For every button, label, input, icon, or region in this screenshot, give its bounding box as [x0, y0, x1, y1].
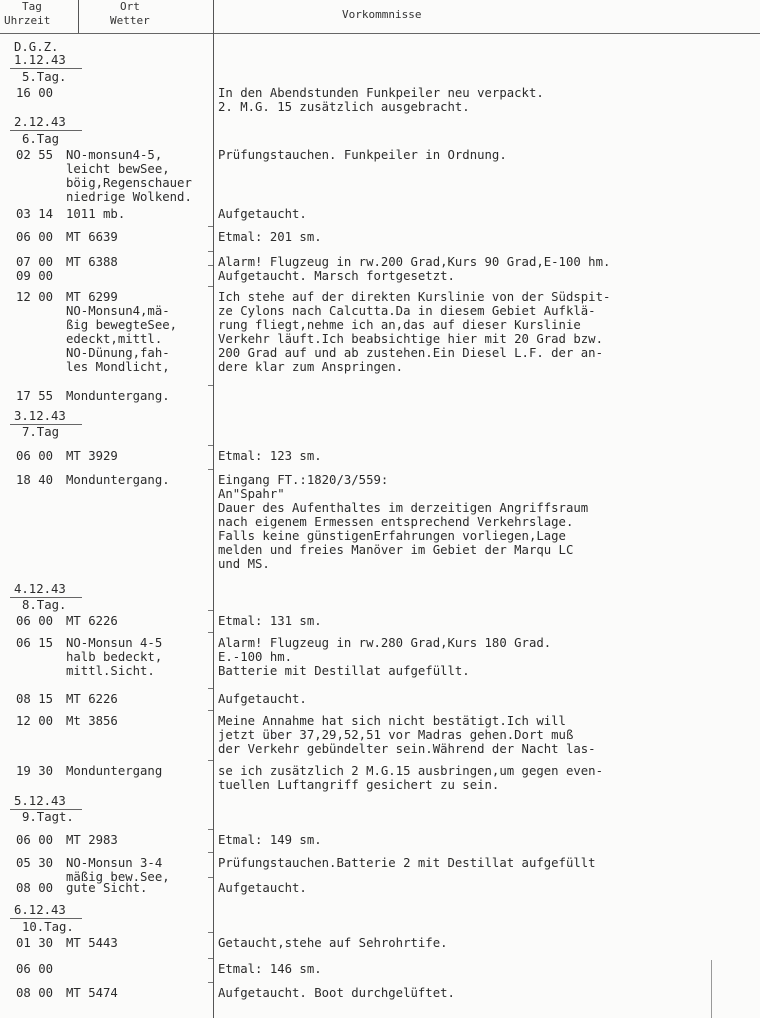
- entry-event-text: Ich stehe auf der direkten Kurslinie von der Südspit-: [218, 290, 611, 304]
- entry-separator-tick: [208, 688, 213, 689]
- entry-position-weather: halb bedeckt,: [66, 650, 163, 664]
- entry-event-text: Verkehr läuft.Ich beabsichtige hier mit 20 Grad bzw.: [218, 332, 603, 346]
- entry-event-text: Aufgetaucht.: [218, 692, 307, 706]
- entry-position-weather: les Mondlicht,: [66, 360, 170, 374]
- header-tag-label: Tag: [22, 0, 42, 13]
- entry-position-weather: Monduntergang.: [66, 389, 170, 403]
- entry-event-text: Etmal: 123 sm.: [218, 449, 322, 463]
- entry-time: 16 00: [16, 86, 54, 100]
- entry-event-text: dere klar zum Anspringen.: [218, 360, 404, 374]
- entry-date: 6.12.43: [14, 903, 66, 917]
- entry-event-text: Getaucht,stehe auf Sehrohrtife.: [218, 936, 448, 950]
- entry-position-weather: mäßig bew.See,: [66, 870, 170, 884]
- entry-separator-tick: [208, 265, 213, 266]
- zone-label: D.G.Z.: [14, 40, 59, 54]
- entry-date: 4.12.43: [14, 582, 66, 596]
- entry-event-text: Etmal: 146 sm.: [218, 962, 322, 976]
- entry-event-text: Aufgetaucht. Boot durchgelüftet.: [218, 986, 455, 1000]
- page-edge-rule: [711, 960, 712, 1018]
- entry-time: 09 00: [16, 269, 54, 283]
- header-wetter-label: Wetter: [110, 14, 150, 27]
- entry-separator-tick: [208, 958, 213, 959]
- entry-position-weather: leicht bewSee,: [66, 162, 170, 176]
- header-rule: [0, 33, 760, 34]
- entry-separator-tick: [208, 982, 213, 983]
- entry-time: 18 40: [16, 473, 54, 487]
- entry-time: 17 55: [16, 389, 54, 403]
- entry-day-count: 10.Tag.: [22, 920, 74, 934]
- entry-separator-tick: [208, 445, 213, 446]
- entry-position-weather: MT 6388: [66, 255, 118, 269]
- entry-event-text: nach eigenem Ermessen entsprechend Verkehrslage.: [218, 515, 574, 529]
- entry-time: 08 00: [16, 881, 54, 895]
- entry-date: 1.12.43: [14, 53, 66, 67]
- entry-event-text: Etmal: 149 sm.: [218, 833, 322, 847]
- entry-time: 03 14: [16, 207, 54, 221]
- entry-event-text: Prüfungstauchen.Batterie 2 mit Destillat aufgefüllt: [218, 856, 596, 870]
- entry-event-text: Dauer des Aufenthaltes im derzeitigen Angriffsraum: [218, 501, 589, 515]
- entry-date: 5.12.43: [14, 794, 66, 808]
- entry-event-text: 200 Grad auf und ab zustehen.Ein Diesel L.F. der an-: [218, 346, 603, 360]
- entry-position-weather: MT 5474: [66, 986, 118, 1000]
- entry-position-weather: NO-Monsun 3-4: [66, 856, 163, 870]
- entry-separator-tick: [208, 760, 213, 761]
- entry-separator-tick: [208, 385, 213, 386]
- entry-separator-tick: [208, 932, 213, 933]
- entry-separator-tick: [208, 226, 213, 227]
- entry-event-text: jetzt über 37,29,52,51 vor Madras gehen.Dort muß: [218, 728, 574, 742]
- entry-position-weather: Mt 3856: [66, 714, 118, 728]
- entry-time: 06 00: [16, 614, 54, 628]
- entry-event-text: Aufgetaucht.: [218, 881, 307, 895]
- entry-separator-tick: [208, 829, 213, 830]
- entry-separator-tick: [208, 632, 213, 633]
- entry-event-text: Falls keine günstigenErfahrungen vorliegen,Lage: [218, 529, 566, 543]
- entry-position-weather: MT 6299: [66, 290, 118, 304]
- entry-position-weather: MT 6639: [66, 230, 118, 244]
- entry-event-text: In den Abendstunden Funkpeiler neu verpackt.: [218, 86, 544, 100]
- entry-event-text: der Verkehr gebündelter sein.Während der Nacht las-: [218, 742, 596, 756]
- entry-date: 2.12.43: [14, 115, 66, 129]
- column-rule-time: [78, 0, 79, 33]
- entry-position-weather: MT 5443: [66, 936, 118, 950]
- entry-event-text: E.-100 hm.: [218, 650, 293, 664]
- entry-day-count: 8.Tag.: [22, 598, 67, 612]
- entry-position-weather: NO-Dünung,fah-: [66, 346, 170, 360]
- entry-event-text: melden und freies Manöver im Gebiet der Marqu LC: [218, 543, 574, 557]
- entry-position-weather: MT 6226: [66, 614, 118, 628]
- entry-position-weather: Monduntergang: [66, 764, 163, 778]
- entry-position-weather: NO-monsun4-5,: [66, 148, 163, 162]
- entry-time: 01 30: [16, 936, 54, 950]
- entry-event-text: Aufgetaucht. Marsch fortgesetzt.: [218, 269, 455, 283]
- entry-event-text: Eingang FT.:1820/3/559:: [218, 473, 389, 487]
- entry-position-weather: NO-Monsun4,mä-: [66, 304, 170, 318]
- entry-position-weather: böig,Regenschauer: [66, 176, 192, 190]
- entry-event-text: Meine Annahme hat sich nicht bestätigt.Ich will: [218, 714, 566, 728]
- header-vorkommnisse-label: Vorkommnisse: [342, 8, 422, 21]
- entry-day-count: 5.Tag.: [22, 70, 67, 84]
- entry-time: 06 00: [16, 962, 54, 976]
- entry-position-weather: MT 6226: [66, 692, 118, 706]
- entry-time: 12 00: [16, 714, 54, 728]
- entry-separator-tick: [208, 852, 213, 853]
- entry-position-weather: niedrige Wolkend.: [66, 190, 192, 204]
- entry-position-weather: mittl.Sicht.: [66, 664, 155, 678]
- entry-event-text: Aufgetaucht.: [218, 207, 307, 221]
- entry-time: 06 00: [16, 449, 54, 463]
- entry-position-weather: ßig bewegteSee,: [66, 318, 178, 332]
- entry-separator-tick: [208, 710, 213, 711]
- entry-day-count: 9.Tagt.: [22, 810, 74, 824]
- entry-separator-tick: [208, 469, 213, 470]
- entry-day-count: 6.Tag: [22, 132, 60, 146]
- entry-separator-tick: [208, 251, 213, 252]
- entry-time: 08 00: [16, 986, 54, 1000]
- entry-time: 06 00: [16, 230, 54, 244]
- entry-position-weather: MT 3929: [66, 449, 118, 463]
- entry-event-text: Etmal: 131 sm.: [218, 614, 322, 628]
- entry-event-text: Alarm! Flugzeug in rw.280 Grad,Kurs 180 Grad.: [218, 636, 552, 650]
- entry-position-weather: Monduntergang.: [66, 473, 170, 487]
- entry-position-weather: 1011 mb.: [66, 207, 126, 221]
- date-underline: [10, 68, 82, 69]
- entry-time: 05 30: [16, 856, 54, 870]
- entry-event-text: An"Spahr": [218, 487, 285, 501]
- entry-time: 02 55: [16, 148, 54, 162]
- entry-time: 12 00: [16, 290, 54, 304]
- entry-event-text: rung fliegt,nehme ich an,das auf dieser Kurslinie: [218, 318, 581, 332]
- entry-event-text: se ich zusätzlich 2 M.G.15 ausbringen,um gegen even-: [218, 764, 603, 778]
- entry-time: 08 15: [16, 692, 54, 706]
- entry-position-weather: MT 2983: [66, 833, 118, 847]
- entry-event-text: Prüfungstauchen. Funkpeiler in Ordnung.: [218, 148, 507, 162]
- entry-position-weather: NO-Monsun 4-5: [66, 636, 163, 650]
- entry-position-weather: gute Sicht.: [66, 881, 148, 895]
- entry-event-text: Alarm! Flugzeug in rw.200 Grad,Kurs 90 Grad,E-100 hm.: [218, 255, 611, 269]
- entry-event-text: tuellen Luftangriff gesichert zu sein.: [218, 778, 500, 792]
- entry-event-text: 2. M.G. 15 zusätzlich ausgebracht.: [218, 100, 470, 114]
- entry-event-text: ze Cylons nach Calcutta.Da in diesem Gebiet Aufklä-: [218, 304, 596, 318]
- entry-event-text: Batterie mit Destillat aufgefüllt.: [218, 664, 470, 678]
- entry-separator-tick: [208, 877, 213, 878]
- entry-separator-tick: [208, 286, 213, 287]
- entry-date: 3.12.43: [14, 409, 66, 423]
- header-ort-label: Ort: [120, 0, 140, 13]
- entry-time: 06 00: [16, 833, 54, 847]
- header-uhrzeit-label: Uhrzeit: [4, 14, 51, 27]
- entry-event-text: Etmal: 201 sm.: [218, 230, 322, 244]
- entry-time: 19 30: [16, 764, 54, 778]
- entry-time: 07 00: [16, 255, 54, 269]
- entry-day-count: 7.Tag: [22, 425, 60, 439]
- entry-time: 06 15: [16, 636, 54, 650]
- date-underline: [10, 918, 82, 919]
- column-rule-main: [213, 0, 214, 1018]
- entry-separator-tick: [208, 610, 213, 611]
- entry-position-weather: edeckt,mittl.: [66, 332, 163, 346]
- date-underline: [10, 130, 82, 131]
- entry-event-text: und MS.: [218, 557, 270, 571]
